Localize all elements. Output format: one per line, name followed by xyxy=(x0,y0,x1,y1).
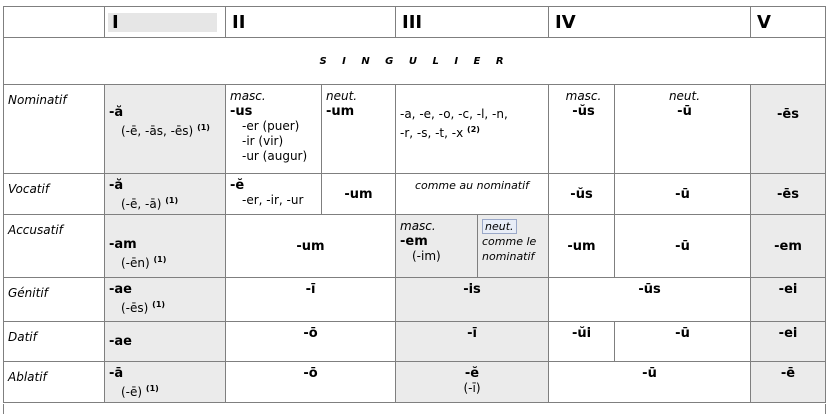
acc-i-cell: -am (-ēn) $^{(1)}$ xyxy=(105,215,226,278)
header-I: I xyxy=(105,7,226,38)
gen-v-cell: -ei xyxy=(751,278,826,322)
abl-iv-cell: -ū xyxy=(549,362,751,403)
voc-ii-cell: -ĕ -er, -ir, -ur xyxy=(226,174,322,215)
case-label: Génitif xyxy=(4,278,105,322)
singulier-label: S I N G U L I E R xyxy=(4,38,826,85)
nom-i-cell: -ă (-ē, -ās, -ēs) $^{(1)}$ xyxy=(105,85,226,174)
voc-i-cell: -ă (-ē, -ā) $^{(1)}$ xyxy=(105,174,226,215)
row-vocatif xyxy=(4,174,826,215)
voc-iii-cell: comme au nominatif xyxy=(396,174,549,215)
header-row xyxy=(4,7,826,38)
dat-i-cell: -ae xyxy=(105,322,226,362)
singulier-row xyxy=(4,38,826,85)
nom-ii-masc-cell: masc. -us -er (puer) -ir (vir) -ur (augur) xyxy=(226,85,322,174)
nom-iii-cell: -a, -e, -o, -c, -l, -n, -r, -s, -t, -x $^{(2)}$ xyxy=(396,85,549,174)
dat-iii-cell: -ī xyxy=(396,322,549,362)
case-label: Nominatif xyxy=(4,85,105,174)
header-empty-cell xyxy=(4,7,105,38)
nom-ii-neut-cell: neut. -um xyxy=(322,85,396,174)
case-label: Accusatif xyxy=(4,215,105,278)
dat-iv-neut-cell: -ū xyxy=(615,322,751,362)
gen-ii-cell: -ī xyxy=(226,278,396,322)
dat-iv-cell: -ŭi xyxy=(549,322,615,362)
dat-ii-cell: -ō xyxy=(226,322,396,362)
gen-iv-cell: -ūs xyxy=(549,278,751,322)
abl-iii-cell: -ĕ (-ī) xyxy=(396,362,549,403)
header-IV: IV xyxy=(549,7,751,38)
voc-iv-cell: -ŭs xyxy=(549,174,615,215)
acc-iii-neut-cell: neut. comme le nominatif xyxy=(478,215,549,278)
acc-iv-neut-cell: -ū xyxy=(615,215,751,278)
acc-ii-cell: -um xyxy=(226,215,396,278)
declension-table xyxy=(3,6,826,403)
row-genitif xyxy=(4,278,826,322)
acc-iii-masc-cell: masc. -em (-im) xyxy=(396,215,478,278)
nom-iv-neut-cell: neut. -ū xyxy=(615,85,751,174)
header-II: II xyxy=(226,7,396,38)
neut-highlight[interactable]: neut. xyxy=(482,219,517,234)
row-ablatif xyxy=(4,362,826,403)
acc-iv-cell: -um xyxy=(549,215,615,278)
voc-v-cell: -ēs xyxy=(751,174,826,215)
header-V: V xyxy=(751,7,826,38)
header-III: III xyxy=(396,7,549,38)
nom-v-cell: -ēs xyxy=(751,85,826,174)
abl-ii-cell: -ō xyxy=(226,362,396,403)
row-accusatif xyxy=(4,215,826,278)
case-label: Ablatif xyxy=(4,362,105,403)
case-label: Vocatif xyxy=(4,174,105,215)
case-label: Datif xyxy=(4,322,105,362)
dat-v-cell: -ei xyxy=(751,322,826,362)
abl-i-cell: -ā (-ē) $^{(1)}$ xyxy=(105,362,226,403)
next-row-stub xyxy=(3,404,826,414)
row-datif xyxy=(4,322,826,362)
voc-iv-neut-cell: -ū xyxy=(615,174,751,215)
voc-ii-neut-cell: -um xyxy=(322,174,396,215)
gen-iii-cell: -is xyxy=(396,278,549,322)
abl-v-cell: -ē xyxy=(751,362,826,403)
acc-v-cell: -em xyxy=(751,215,826,278)
nom-iv-masc-cell: masc. -ŭs xyxy=(549,85,615,174)
gen-i-cell: -ae (-ēs) $^{(1)}$ xyxy=(105,278,226,322)
row-nominatif xyxy=(4,85,826,174)
